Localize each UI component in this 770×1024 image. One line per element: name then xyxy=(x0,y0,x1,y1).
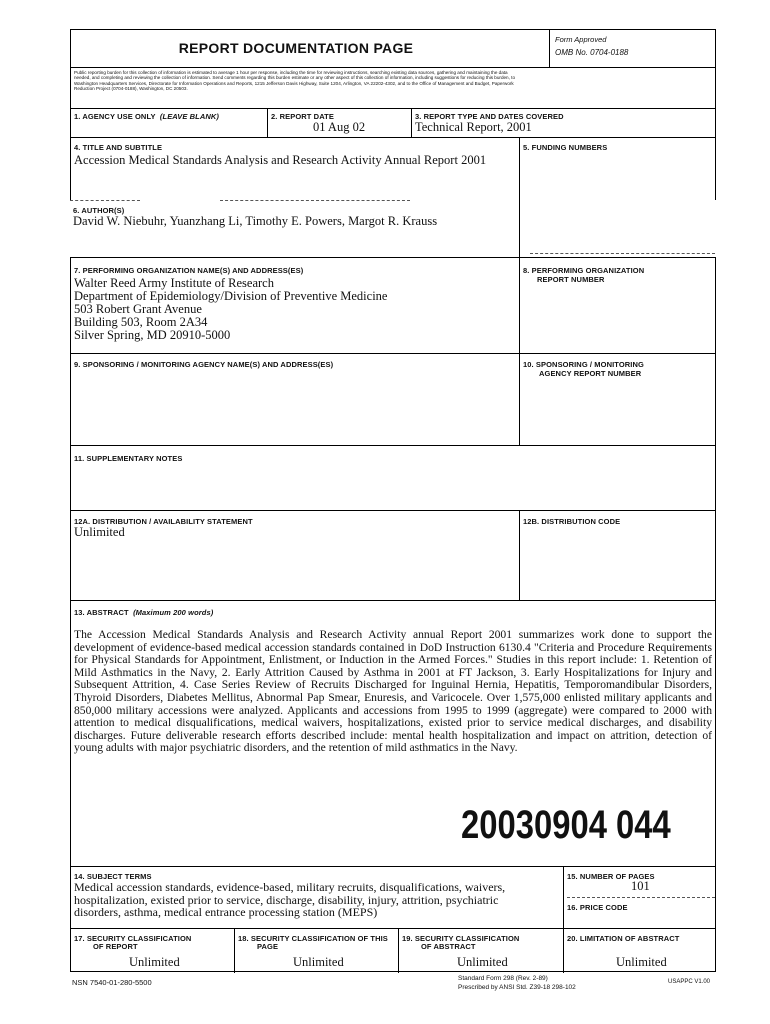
performing-line-4: Building 503, Room 2A34 xyxy=(74,315,208,329)
sec-abstract-value: Unlimited xyxy=(457,955,508,969)
funding-label: 5. FUNDING NUMBERS xyxy=(523,143,608,152)
sec-report-label-1: 17. SECURITY CLASSIFICATION xyxy=(74,934,192,943)
omb-number: OMB No. 0704-0188 xyxy=(555,48,629,57)
nsn-number: NSN 7540-01-280-5500 xyxy=(72,978,152,987)
row-title xyxy=(70,137,716,200)
page-title: REPORT DOCUMENTATION PAGE xyxy=(178,40,414,56)
report-date-label: 2. REPORT DATE xyxy=(271,112,334,121)
authors-label: 6. AUTHOR(S) xyxy=(73,206,125,215)
perf-divider xyxy=(519,258,520,354)
standard-form: Standard Form 298 (Rev. 2-89) xyxy=(458,975,548,982)
burden-notice xyxy=(70,67,716,108)
abstract-label: 13. ABSTRACT (Maximum 200 words) xyxy=(74,608,214,617)
sec-report-value: Unlimited xyxy=(129,955,180,969)
sec-abstract-label-1: 19. SECURITY CLASSIFICATION xyxy=(402,934,520,943)
agency-use-hint: (LEAVE BLANK) xyxy=(159,112,219,121)
row-agency-date-type xyxy=(70,108,716,137)
num-pages-value: 101 xyxy=(631,879,650,893)
spons-report-label-2: AGENCY REPORT NUMBER xyxy=(539,369,642,378)
sponsoring-label: 9. SPONSORING / MONITORING AGENCY NAME(S) AND ADDRESS(ES) xyxy=(74,360,334,369)
sec-div-3 xyxy=(563,929,564,973)
row-subject xyxy=(70,866,716,928)
sec-page-label-1: 18. SECURITY CLASSIFICATION OF THIS xyxy=(238,934,388,943)
abstract-hint: (Maximum 200 words) xyxy=(133,608,214,617)
num-pages-label: 15. NUMBER OF PAGES xyxy=(567,872,655,881)
spons-report-label-1: 10. SPONSORING / MONITORING xyxy=(523,360,644,369)
limitation-value: Unlimited xyxy=(616,955,667,969)
sec-report-label-2: OF REPORT xyxy=(93,942,138,951)
limitation-label: 20. LIMITATION OF ABSTRACT xyxy=(567,934,680,943)
perf-report-label-2: REPORT NUMBER xyxy=(537,275,605,284)
supplementary-label: 11. SUPPLEMENTARY NOTES xyxy=(74,454,183,463)
row-distribution xyxy=(70,510,716,600)
distribution-label: 12A. DISTRIBUTION / AVAILABILITY STATEMENT xyxy=(74,517,253,526)
abstract-text: The Accession Medical Standards Analysis and Research Activity annual Report 2001 summarizes work done to support the development of evidence-based medical accession standards contained in DoD Instruction 6130.4 "Criteria and Procedure Requirements for Physical Standards for Appointment, Enlistment, or Induction in the Armed Forces." Studies in this report include: 1. Retention of Mild Asthmatics in the Navy, 2. Early Attrition Caused by Asthma in 2001 at FT Jackson, 3. Early Hospitalizations for Injury and Subsequent Attrition, 4. Case Series Review of Recruits Discharged for Inguinal Hernia, Hepatitis, Temporomandibular Disorders, Thyroid Disorders, Diabetes Mellitus, Abnormal Pap Smear, Enuresis, and Varicocele. Over 1,575,000 enlisted military applicants and 850,000 military accessions were analyzed. Applicants and accessions from 1995 to 1999 (aggregate) were compared to 2000 with attention to medical disqualifications, medical waivers, hospitalizations, existed prior to service medical discharges, and disability discharges. Future deliverable research efforts described include: mental health hospitalization and impact on attrition, detection of young adults with major psychiatric disorders, and the retention of mild asthmatics in the Navy. xyxy=(74,628,712,755)
sec-page-label-2: PAGE xyxy=(257,942,279,951)
burden-text: Public reporting burden for this collection of information is estimated to average 1 hour per response, including the time for reviewing instructions, searching existing data sources, gathering and maintaining the data needed, and completing and reviewing the collection of information. Send comments regarding this burden estimate or any other aspect of this collection of information, including suggestions for reducing this burden, to Washington Headquarters Services, Directorate for Information Operations and Reports, 1215 Jefferson Davis Highway, Suite 1204, Arlington, VA 22202-4302, and to the Office of Management and Budget, Paperwork Reduction Project (0704-0188), Washington, DC 20503. xyxy=(74,70,515,92)
performing-line-3: 503 Robert Grant Avenue xyxy=(74,302,202,316)
sec-page-value: Unlimited xyxy=(293,955,344,969)
div-2 xyxy=(411,109,412,138)
report-type-value: Technical Report, 2001 xyxy=(415,120,532,134)
performing-label: 7. PERFORMING ORGANIZATION NAME(S) AND ADDRESS(ES) xyxy=(74,266,304,275)
report-date-value: 01 Aug 02 xyxy=(313,120,366,134)
distribution-code-label: 12B. DISTRIBUTION CODE xyxy=(523,517,621,526)
sec-div-2 xyxy=(398,929,399,973)
subject-label: 14. SUBJECT TERMS xyxy=(74,872,152,881)
sec-div-1 xyxy=(234,929,235,973)
dash-authors-2 xyxy=(220,200,410,201)
sec-abstract-label-2: OF ABSTRACT xyxy=(421,942,476,951)
perf-report-label-1: 8. PERFORMING ORGANIZATION xyxy=(523,266,645,275)
authors-value: David W. Niebuhr, Yuanzhang Li, Timothy E. Powers, Margot R. Krauss xyxy=(73,214,438,228)
form-approved: Form Approved xyxy=(555,35,607,44)
performing-line-5: Silver Spring, MD 20910-5000 xyxy=(74,328,231,342)
row-sponsoring xyxy=(70,353,716,445)
report-type-label: 3. REPORT TYPE AND DATES COVERED xyxy=(415,112,564,121)
row-performing xyxy=(70,257,716,353)
row-security xyxy=(70,928,716,972)
header-row xyxy=(70,29,716,67)
div-1 xyxy=(267,109,268,138)
row-abstract xyxy=(70,600,716,866)
accession-stamp: 20030904 044 xyxy=(461,803,671,847)
dist-divider xyxy=(519,511,520,601)
form-code: USAPPC V1.00 xyxy=(668,979,711,985)
header-divider xyxy=(549,30,550,68)
agency-use-label: 1. AGENCY USE ONLY (LEAVE BLANK) xyxy=(74,112,219,121)
subject-value: Medical accession standards, evidence-based, military recruits, disqualifications, waivers, hospitalization, existed prior to service, discharge, disability, injury, attrition, psychiatric disorders, asthma, medical entrance processing station (MEPS) xyxy=(74,880,506,919)
funding-divider xyxy=(519,138,520,258)
price-code-label: 16. PRICE CODE xyxy=(567,903,628,912)
row-supplementary xyxy=(70,445,716,510)
performing-line-1: Walter Reed Army Institute of Research xyxy=(74,276,274,290)
spons-divider xyxy=(519,354,520,446)
dash-authors xyxy=(70,200,140,201)
prescribed-by: Prescribed by ANSI Std. Z39-18 298-102 xyxy=(458,984,576,991)
title-value: Accession Medical Standards Analysis and Research Activity Annual Report 2001 xyxy=(74,153,487,167)
performing-line-2: Department of Epidemiology/Division of Preventive Medicine xyxy=(74,289,388,303)
distribution-value: Unlimited xyxy=(74,525,125,539)
num-pages-underline xyxy=(567,897,715,898)
dash-funding xyxy=(530,253,715,254)
subj-divider xyxy=(563,867,564,929)
title-label: 4. TITLE AND SUBTITLE xyxy=(74,143,163,152)
